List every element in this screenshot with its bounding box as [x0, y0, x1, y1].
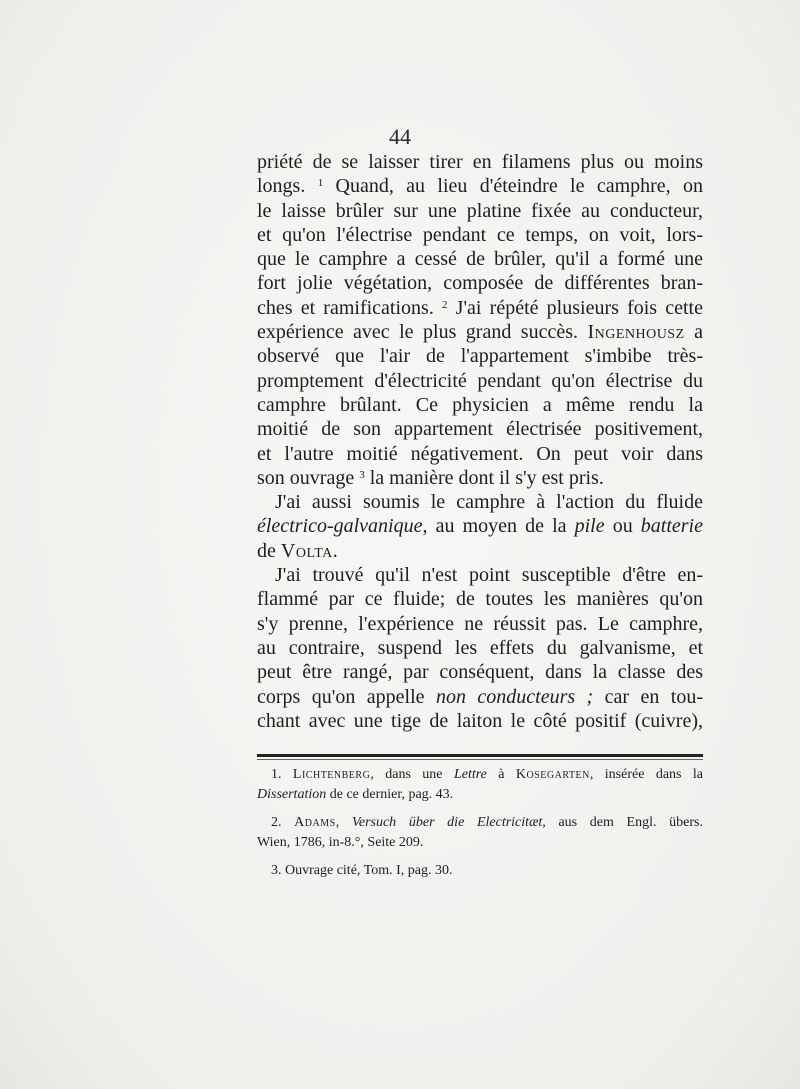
text-line: corps qu'on appelle non conducteurs ; car en tou-: [257, 685, 703, 708]
page-number: 44: [389, 124, 411, 149]
footnote-1: 1. Lichtenberg, dans une Lettre à Kosegarten, insérée dans la Dissertation de ce dernier, pag. 43.: [257, 767, 704, 802]
text-line: camphre brûlant. Ce physicien a même rendu la: [257, 393, 703, 416]
footnote-separator-thin: [257, 759, 703, 760]
footnotes: [257, 765, 703, 889]
footnote-separator: [257, 754, 703, 757]
text-line: peut être rangé, par conséquent, dans la classe des: [257, 661, 703, 684]
author-name: Lichtenberg: [292, 767, 371, 782]
text-line: et l'autre moitié négativement. On peut voir dans: [257, 442, 703, 465]
main-text: [257, 150, 703, 733]
author-name: Volta: [280, 539, 333, 562]
text-line: priété de se laisser tirer en filamens plus ou moins: [257, 151, 703, 173]
text-line: et qu'on l'électrise pendant ce temps, on voit, lors-: [257, 223, 703, 246]
footnote-2: 2. Adams, Versuch über die Electricitæt, aus dem Engl. übers. Wien, 1786, in-8.°, Seite 209.: [257, 815, 703, 850]
footnote-3: 3. Ouvrage cité, Tom. I, pag. 30.: [271, 863, 453, 878]
footnote-ref: 2: [442, 298, 448, 311]
author-name: Kosegarten: [515, 767, 590, 782]
text-line: le laisse brûler sur une platine fixée au conducteur,: [257, 199, 703, 222]
text-line: au contraire, suspend les effets du galvanisme, et: [257, 636, 703, 659]
author-name: Adams: [294, 815, 336, 830]
text-line: promptement d'électricité pendant qu'on électrise du: [257, 369, 703, 392]
footnote-ref: 1: [317, 177, 324, 190]
text-line: électrico-galvanique, au moyen de la pile ou batterie: [257, 515, 703, 538]
text-line: J'ai aussi soumis le camphre à l'action du fluide: [275, 491, 703, 514]
text-line: J'ai trouvé qu'il n'est point susceptible d'être en-: [275, 564, 703, 587]
text-line: fort jolie végétation, composée de différentes bran-: [257, 272, 703, 295]
text-line: son ouvrage $^3$ la manière dont il s'y est pris.: [257, 466, 604, 489]
text-line: moitié de son appartement électrisée positivement,: [257, 418, 703, 441]
text-line: ches et ramifications. $^2$ J'ai répété plusieurs fois cette: [257, 296, 703, 319]
footnote-ref: 3: [359, 468, 365, 481]
text-line: que le camphre a cessé de brûler, qu'il a formé une: [257, 248, 703, 271]
text-line: de Volta.: [257, 539, 338, 562]
text-line: observé que l'air de l'appartement s'imbibe très-: [257, 345, 703, 368]
text-line: expérience avec le plus grand succès. Ingenhousz a: [257, 321, 703, 344]
text-line: flammé par ce fluide; de toutes les manières qu'on: [257, 588, 703, 611]
author-name: Ingenhousz: [587, 321, 685, 344]
text-line: s'y prenne, l'expérience ne réussit pas. Le camphre,: [257, 612, 703, 635]
text-line: chant avec une tige de laiton le côté positif (cuivre),: [257, 709, 703, 732]
text-line: longs. $^1$ Quand, au lieu d'éteindre le camphre, on: [257, 175, 704, 198]
